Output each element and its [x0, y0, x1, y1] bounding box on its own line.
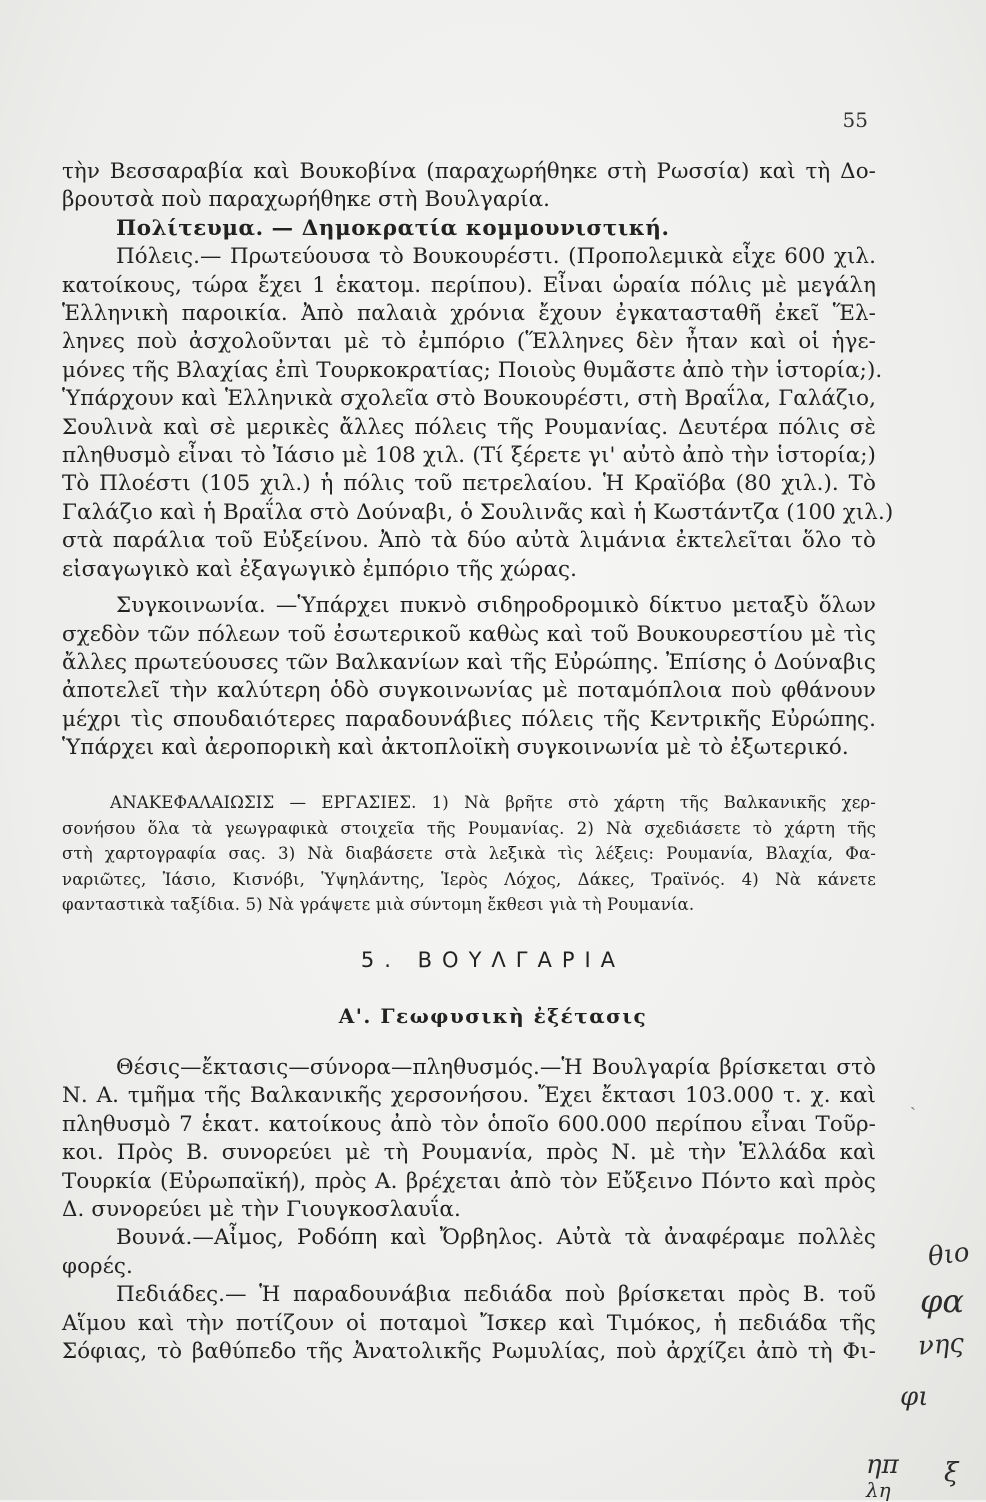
text-line: Γαλάζιο καὶ ἡ Βραΐλα στὸ Δούναβι, ὁ Σουλινᾶς καὶ ἡ Κωστάντζα (100 χιλ.) [62, 499, 894, 525]
handwritten-note: φα [920, 1282, 965, 1320]
text-line: πληθυσμὸ εἶναι τὸ Ἰάσιο μὲ 108 χιλ. (Τί ξέρετε γι' αὐτὸ ἀπὸ τὴν ἱστορία;) [62, 443, 876, 469]
text-line: φορές. [62, 1253, 133, 1279]
text-line: Αἵμου καὶ τὴν ποτίζουν οἱ ποταμοὶ Ἴσκερ καὶ Τιμόκος, ἡ πεδιάδα τῆς [62, 1310, 876, 1336]
page-number: 55 [842, 108, 868, 132]
text-line: σχεδὸν τῶν πόλεων τοῦ ἐσωτερικοῦ καθὼς καὶ τοῦ Βουκουρεστίου μὲ τὶς [62, 621, 876, 647]
text-line: βρουτσὰ ποὺ παραχωρήθηκε στὴ Βουλγαρία. [62, 187, 551, 213]
text-line: Τουρκία (Εὐρωπαϊκή), πρὸς Α. βρέχεται ἀπὸ τὸν Εὔξεινο Πόντο καὶ πρὸς [62, 1168, 876, 1194]
text-line: εἰσαγωγικὸ καὶ ἐξαγωγικὸ ἐμπόριο τῆς χώρας. [62, 556, 578, 582]
text-line: Πεδιάδες.— Ἡ παραδουνάβια πεδιάδα ποὺ βρίσκεται πρὸς Β. τοῦ [116, 1282, 876, 1308]
handwritten-note: θιο [926, 1237, 972, 1273]
text-line: μόνες τῆς Βλαχίας ἐπὶ Τουρκοκρατίας; Ποιοὺς θυμᾶστε ἀπὸ τὴν ἱστορία;). [62, 357, 883, 383]
text-line: Ὑπάρχουν καὶ Ἑλληνικὰ σχολεῖα στὸ Βουκουρέστι, στὴ Βραΐλα, Γαλάζιο, [62, 386, 876, 412]
text-line: Θέσις—ἔκτασις—σύνορα—πληθυσμός.—Ἡ Βουλγαρία βρίσκεται στὸ [116, 1055, 876, 1080]
exercise-line: φανταστικὰ ταξίδια. 5) Νὰ γράψετε μιὰ σύντομη ἔκθεσι γιὰ τὴ Ρουμανία. [62, 895, 695, 915]
text-line: Ἑλληνικὴ παροικία. Ἀπὸ παλαιὰ χρόνια ἔχουν ἐγκατασταθῆ ἐκεῖ Ἕλ- [62, 301, 876, 327]
text-line: Πολίτευμα. — Δημοκρατία κομμουνιστική. [116, 215, 670, 241]
text-line: Συγκοινωνία. —Ὑπάρχει πυκνὸ σιδηροδρομικὸ δίκτυο μεταξὺ ὅλων [116, 593, 876, 619]
text-line: πληθυσμὸ 7 ἑκατ. κατοίκους ἀπὸ τὸν ὁποῖο 600.000 περίπου εἶναι Τοῦρ- [62, 1111, 876, 1137]
margin-mark: ˎ [910, 1090, 916, 1111]
handwritten-note: νης [917, 1328, 965, 1362]
exercise-line: ναριῶτες, Ἰάσιο, Κισνόβι, Ὑψηλάντης, Ἱερὸς Λόχος, Δάκες, Τραϊνός. 4) Νὰ κάνετε [62, 869, 876, 889]
subsection-title: Α'. Γεωφυσικὴ ἐξέτασις [338, 1004, 648, 1028]
text-line: Δ. συνορεύει μὲ τὴν Γιουγκοσλαυΐα. [62, 1197, 461, 1223]
handwritten-note: ηπ [866, 1450, 899, 1480]
text-line: Ὑπάρχει καὶ ἀεροπορικὴ καὶ ἀκτοπλοϊκὴ συγκοινωνία μὲ τὸ ἐξωτερικό. [62, 735, 849, 761]
text-line: κοι. Πρὸς Β. συνορεύει μὲ τὴ Ρουμανία, πρὸς Ν. μὲ τὴν Ἑλλάδα καὶ [62, 1140, 876, 1166]
exercise-line: ΑΝΑΚΕΦΑΛΑΙΩΣΙΣ — ΕΡΓΑΣΙΕΣ. 1) Νὰ βρῆτε στὸ χάρτη τῆς Βαλκανικῆς χερ- [110, 793, 876, 812]
exercise-line: στὴ χαρτογραφία σας. 3) Νὰ διαβάσετε στὰ λεξικὰ τὶς λέξεις: Ρουμανία, Βλαχία, Φα- [62, 844, 876, 864]
text-line: Σόφιας, τὸ βαθύπεδο τῆς Ἀνατολικῆς Ρωμυλίας, ποὺ ἀρχίζει ἀπὸ τὴ Φι- [62, 1339, 876, 1365]
text-line: στὰ παράλια τοῦ Εὐξείνου. Ἀπὸ τὰ δύο αὐτὰ λιμάνια ἐκτελεῖται ὅλο τὸ [62, 528, 876, 554]
text-line: ἄλλες πρωτεύουσες τῶν Βαλκανίων καὶ τῆς Εὐρώπης. Ἐπίσης ὁ Δούναβις [62, 649, 876, 675]
exercise-line: σονήσου ὅλα τὰ γεωγραφικὰ στοιχεῖα τῆς Ρουμανίας. 2) Νὰ σχεδιάσετε τὸ χάρτη τῆς [62, 818, 876, 838]
exercises-block [62, 790, 876, 918]
text-line: Βουνά.—Αἶμος, Ροδόπη καὶ Ὄρβηλος. Αὐτὰ τὰ ἀναφέραμε πολλὲς [116, 1225, 876, 1251]
chapter-title: 5. ΒΟΥΛΓΑΡΙΑ [360, 948, 626, 972]
handwritten-note: φι [900, 1382, 929, 1412]
text-line: ἀποτελεῖ τὴν καλύτερη ὁδὸ συγκοινωνίας μὲ ποταμόπλοια ποὺ φθάνουν [62, 678, 876, 704]
text-line: μέχρι τὶς σπουδαιότερες παραδουνάβιες πόλεις τῆς Κεντρικῆς Εὐρώπης. [62, 706, 876, 732]
text-line: ληνες ποὺ ἀσχολοῦνται μὲ τὸ ἐμπόριο (Ἕλληνες δὲν ἦταν καὶ οἱ ἡγε- [62, 329, 876, 355]
text-line: Πόλεις.— Πρωτεύουσα τὸ Βουκουρέστι. (Προπολεμικὰ εἶχε 600 χιλ. [116, 244, 876, 270]
romania-section [62, 158, 894, 763]
text-line: Τὸ Πλοέστι (105 χιλ.) ἡ πόλις τοῦ πετρελαίου. Ἡ Κραϊόβα (80 χιλ.). Τὸ [62, 471, 876, 497]
handwritten-note: λη [866, 1478, 891, 1502]
handwritten-note: ξ [944, 1458, 959, 1488]
bulgaria-section [62, 1054, 876, 1366]
text-line: Ν. Α. τμῆμα τῆς Βαλκανικῆς χερσονήσου. Ἔχει ἔκτασι 103.000 τ. χ. καὶ [62, 1083, 876, 1109]
text-line: τὴν Βεσσαραβία καὶ Βουκοβίνα (παραχωρήθηκε στὴ Ρωσσία) καὶ τὴ Δο- [62, 159, 876, 184]
text-line: κατοίκους, τώρα ἔχει 1 ἑκατομ. περίπου). Εἶναι ὡραία πόλις μὲ μεγάλη [62, 272, 876, 298]
text-line: Σουλινὰ καὶ σὲ μερικὲς ἄλλες πόλεις τῆς Ρουμανίας. Δευτέρα πόλις σὲ [62, 414, 876, 440]
